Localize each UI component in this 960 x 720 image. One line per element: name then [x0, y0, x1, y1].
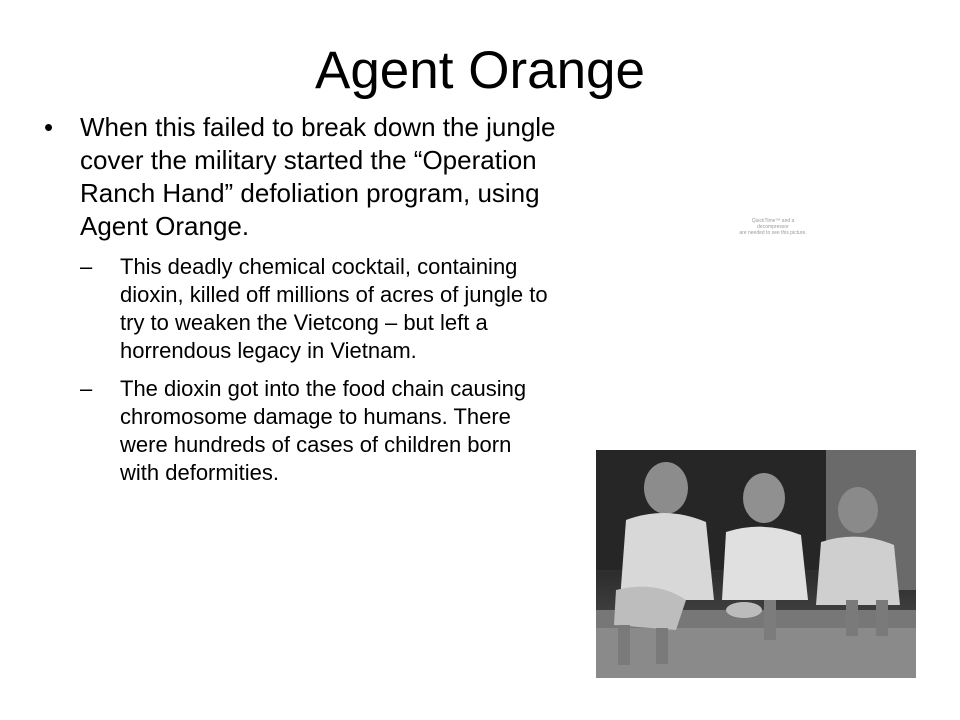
slide-title: Agent Orange	[314, 41, 645, 100]
placeholder-line: decompressor	[757, 224, 789, 230]
sub-bullet-item	[80, 253, 556, 365]
bullet-list	[44, 111, 604, 497]
bullet-item	[44, 111, 580, 487]
dash-icon: –	[80, 254, 93, 279]
dash-icon: –	[80, 376, 93, 401]
placeholder-line: QuickTime™ and a	[751, 218, 795, 224]
bullet-text: When this failed to break down the jungle cover the military started the “Operation Ranch Hand” defoliation program, using Agent Orange.	[80, 112, 556, 241]
sub-bullet-list	[80, 253, 580, 487]
sub-bullet-item	[80, 375, 556, 487]
sub-bullet-text: This deadly chemical cocktail, containing dioxin, killed off millions of acres of jungle to try to weaken the Vietcong – but left a horrendous legacy in Vietnam.	[120, 254, 548, 363]
placeholder-line: are needed to see this picture.	[739, 230, 807, 236]
children-photo	[596, 450, 916, 678]
children-photo-graphic	[596, 450, 916, 678]
sub-bullet-text: The dioxin got into the food chain causing chromosome damage to humans. There were hundreds of cases of children born with deformities.	[120, 376, 527, 485]
bullet-dot-icon: •	[44, 112, 54, 142]
media-placeholder	[718, 218, 828, 236]
